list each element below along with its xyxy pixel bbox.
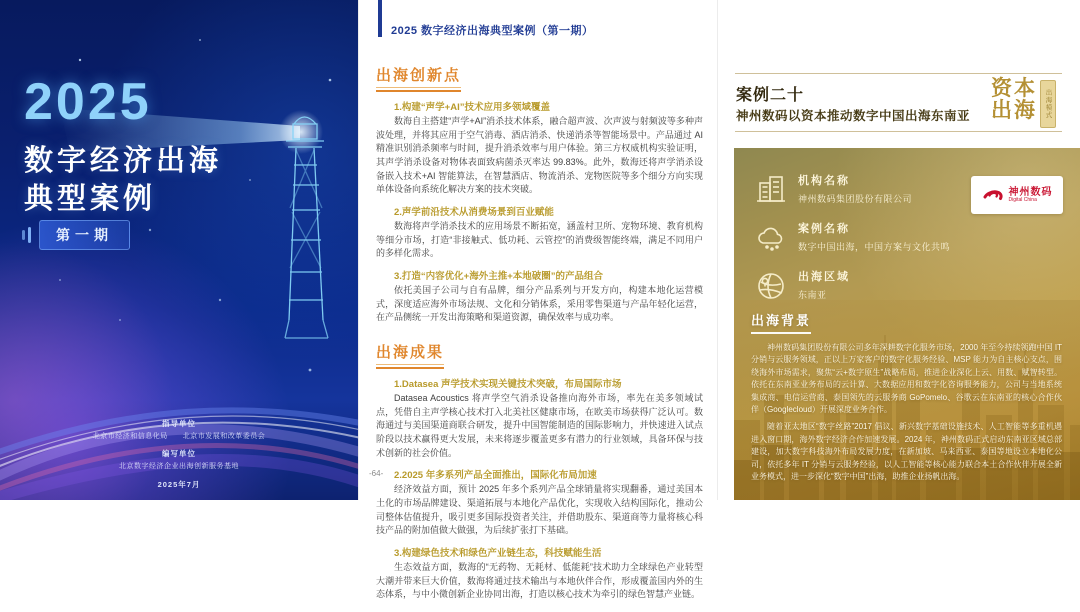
mode-badge-line1: 资本 [991, 77, 1037, 100]
logo-en-name: Digital China [1008, 196, 1037, 203]
innovation-item-heading: 3.打造“内容优化+海外主推+本地破圈”的产品组合 [394, 271, 604, 283]
innovation-item-body: 数海将声学消杀技术的应用场景不断拓宽，涵盖村卫所、宠物环境、教育机构等细分市场，打造“非接触式、低功耗、云管控”的消费级智能终端，满足不同用户的多样化需求。 [376, 221, 703, 259]
running-header: 2025 数字经济出海典型案例（第一期） [391, 25, 594, 37]
background-section-title: 出海背景 [751, 310, 811, 334]
cover-date: 2025年7月 [157, 480, 201, 489]
result-item-body: 生态效益方面，数海的“无药物、无耗材、低能耗”技术助力全球绿色产业转型大潮并带来巨大价值，数海将通过技术输出与本地伙伴合作，形成覆盖国内外的生态体系，与中小微创新企业协同出海，打造以核心技术为牵引的绿色智慧产业链。 [376, 562, 703, 600]
cover-title-line1: 数字经济出海 [24, 145, 223, 177]
mode-badge-line2: 出海 [991, 99, 1037, 123]
innovation-item-heading: 2.声学前沿技术从消费场景到百业赋能 [394, 207, 554, 219]
page-number: -64- [369, 469, 384, 478]
issue-badge: 第一期 [39, 220, 130, 250]
info-label: 机构名称 [798, 175, 850, 187]
logo-text [1009, 187, 1053, 204]
innovation-item-body: 依托美国子公司与自有品牌，细分产品系列与开发方向，构建本地化运营模式，深度适应海外市场法规、文化和分销体系，采用零售渠道与产品年轻化运营，在产品侧统一开发出海策略和渠道资源，确保效率与成功率。 [376, 285, 703, 323]
cover-footer [0, 418, 358, 490]
middle-report-page [358, 0, 718, 600]
header-rule-top [735, 73, 1062, 74]
case-info-panel [734, 148, 1080, 500]
mode-tag-ribbon: 出海模式 [1040, 80, 1056, 128]
cover-page [0, 0, 358, 500]
result-item-body: 经济效益方面，预计 2025 年多个系列产品全球销量将实现翻番，通过美国本土化的市场品牌建设、渠道拓展与本地化产品优化，实现收入结构国际化，推动公司整体估值提升，吸引更多国际投资者关注，并借助股东、渠道商等力量将核心科技产品的附加值做大做强，为后续扩张打下基础。 [376, 484, 703, 536]
background-paragraph: 神州数码集团股份有限公司多年深耕数字化服务市场，2000 年至今持续领跑中国 IT 分销与云服务领域，正以上万家客户的数字化服务经验、MSP 能力为自主核心支点，围绕海外市场需求，聚焦“云+数字原生”战略布局，推进企业深化上云、用数、赋智转型。依托在东南亚业务布局的云计算、大数据应用和数字化咨询服务能力，公司与当地系统集成商、电信运营商、泰国领先的云服务商 GoPomelo、谷歌云在东南亚的核心合作伙伴（Googlecloud）开展深度业务合作。 [751, 343, 1062, 414]
cover-year: 2025 [24, 73, 152, 131]
compile-unit-org: 北京数字经济企业出海创新服务基地 [119, 463, 239, 470]
mode-badge [991, 78, 1037, 122]
result-item-body: Datasea Acoustics 将声学空气消杀设备推向海外市场，率先在美多领域试点，凭借自主声学核心技术打入北美社区健康市场，在欧美市场获得广泛认可。数海通过与美国渠道商联合研发，提升中国智能制造的国际影响力，并快速进入试点阶段以技术赢得更大发展，未来将逐步覆盖更多有潜力的行业领域，具备环保与技术创新的社会价值。 [376, 393, 703, 458]
info-value: 数字中国出海，中国方案与文化共鸣 [798, 242, 951, 252]
section-title: 出海成果 [376, 341, 444, 369]
building-icon [754, 173, 788, 207]
digital-china-logo [971, 176, 1063, 214]
issue-badge-bars [22, 226, 34, 244]
case-info-rows [754, 172, 968, 316]
info-value: 东南亚 [798, 290, 827, 300]
result-item-heading: 3.构建绿色技术和绿色产业链生态，科技赋能生活 [394, 548, 602, 560]
cloud-icon [754, 221, 788, 255]
header-accent-bar [378, 0, 382, 37]
background-paragraph: 随着亚太地区“数字丝路”2017 倡议、新兴数字基础设施技术、人工智能等多重机遇进入窗口期，海外数字经济合作加速发展。2024 年，神州数码正式启动东南亚区域总部建设，加大数字科技海外布局发展力度，在新加坡、马来西亚、泰国等地设立本地化公司，依托多年 IT 分销与云服务经验，以人工智能等核心能力联合本土合作伙伴开展全新业务模式，进一步深化“数字中国”出海，助推企业扬帆出海。 [751, 422, 1062, 481]
guide-unit-label: 指导单位 [162, 419, 196, 428]
case-title: 神州数码以资本推动数字中国出海东南亚 [736, 109, 971, 123]
logo-cn-name: 神州数码 [1008, 186, 1053, 198]
innovation-item-heading: 1.构建“声学+AI”技术应用多领域覆盖 [394, 102, 550, 113]
compile-unit-label: 编写单位 [162, 449, 196, 458]
cover-title-line2: 典型案例 [24, 183, 157, 215]
info-row-org [754, 172, 968, 207]
header-rule-bottom [735, 131, 1062, 132]
globe-icon [754, 269, 788, 303]
case-number: 案例二十 [736, 87, 805, 104]
result-item-heading: 2.2025 年多系列产品全面推出，国际化布局加速 [394, 470, 597, 482]
right-case-page [719, 0, 1080, 500]
result-item-heading: 1.Datasea 声学技术实现关键技术突破，布局国际市场 [394, 379, 622, 391]
info-label: 案例名称 [798, 223, 850, 235]
info-value: 神州数码集团股份有限公司 [798, 194, 913, 204]
section-title: 出海创新点 [376, 64, 461, 92]
background-section [751, 310, 1062, 488]
section-innovation [376, 64, 703, 325]
info-row-case [754, 220, 968, 255]
info-row-region [754, 268, 968, 303]
section-results [376, 341, 703, 602]
issue-badge-wrap [22, 220, 130, 250]
guide-unit-orgs: 北京市经济和信息化局 北京市发展和改革委员会 [92, 433, 266, 440]
innovation-item-body: 数海自主搭建“声学+AI”消杀技术体系，融合超声波、次声波与射频波等多种声波处理，并将其应用于空气消毒、酒店消杀、快递消杀等智能场景中。产品通过 AI 精准识别消杀频率与时间，提升消杀效率与用户体验。第三方权威机构实验证明，其声学消杀设备对物体表面致病菌杀灭率达 99.83%。此外，数海还将声学消杀设备嵌入技术+AI 智能算法，在智慧酒店、物流消杀、宠物医院等多个细分方向实现单体设备向系统化解决方案的技术突破。 [376, 116, 703, 195]
middle-page-body [376, 64, 703, 612]
info-label: 出海区域 [798, 271, 850, 283]
logo-swirl-icon [982, 184, 1004, 206]
